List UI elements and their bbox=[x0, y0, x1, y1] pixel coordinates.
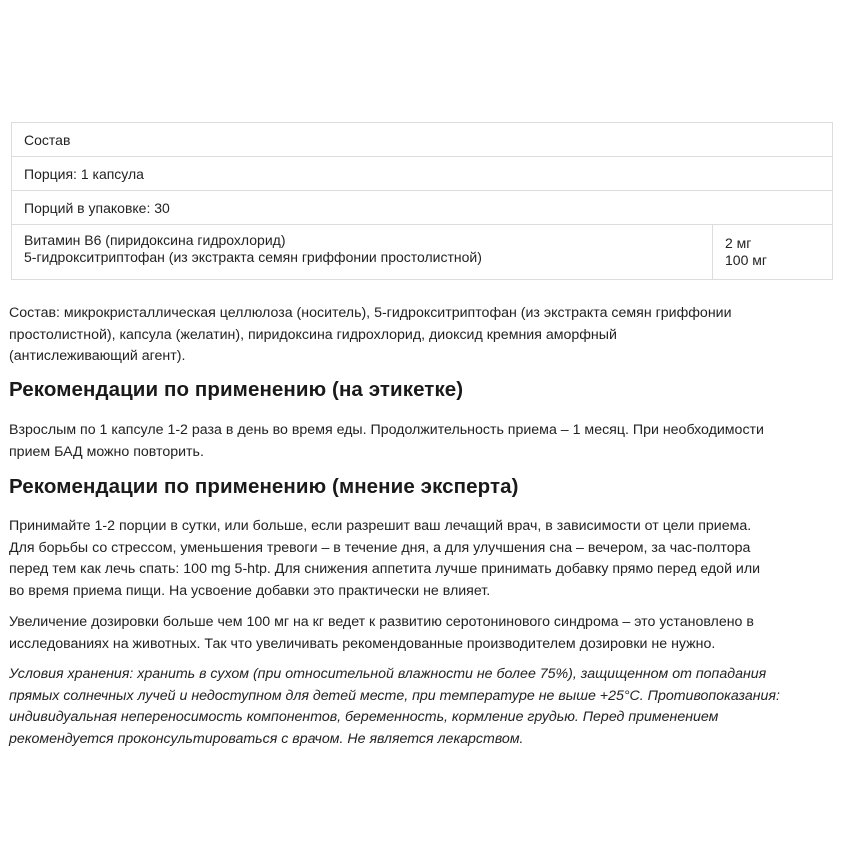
expert-recommendations-para2 bbox=[9, 612, 845, 655]
ingredient-name: 5-гидрокситриптофан (из экстракта семян гриффонии простолистной) bbox=[24, 249, 482, 265]
serving-size: Порция: 1 капсула bbox=[24, 166, 144, 182]
ingredients-row bbox=[12, 225, 832, 279]
servings-per-container-row bbox=[12, 191, 832, 225]
composition-text bbox=[9, 303, 845, 368]
label-recommendations-text bbox=[9, 420, 845, 463]
ingredient-amount: 100 мг bbox=[725, 252, 767, 268]
expert-recommendations-para1 bbox=[9, 516, 845, 602]
storage-conditions-text bbox=[9, 664, 845, 750]
expert-line: во время приема пищи. На усвоение добавки это практически не влияет. bbox=[9, 582, 491, 599]
label-recommendations-heading: Рекомендации по применению (на этикетке) bbox=[9, 378, 464, 401]
facts-title-row bbox=[12, 123, 832, 157]
expert-line: перед тем как лечь спать: 100 mg 5-htp. Для снижения аппетита лучше принимать добавку прямо перед едой или bbox=[9, 561, 761, 577]
ingredient-name: Витамин B6 (пиридоксина гидрохлорид) bbox=[24, 232, 286, 248]
ingredient-amounts-cell bbox=[713, 228, 832, 276]
ingredient-amount: 2 мг bbox=[725, 235, 752, 251]
facts-title: Состав bbox=[24, 132, 71, 148]
composition-line: (антислеживающий агент). bbox=[9, 348, 186, 364]
expert-recommendations-heading: Рекомендации по применению (мнение эксперта) bbox=[9, 475, 519, 498]
serving-size-row bbox=[12, 157, 832, 191]
storage-line: индивидуальная непереносимость компонентов, беременность, кормление грудью. Перед применением bbox=[9, 709, 719, 725]
expert-line: Принимайте 1-2 порции в сутки, или больше, если разрешит ваш лечащий врач, в зависимости от цели приема. bbox=[9, 518, 752, 534]
label-recommendations-line: Взрослым по 1 капсуле 1-2 раза в день во время еды. Продолжительность приема – 1 месяц. При необходимости bbox=[9, 422, 764, 438]
storage-line: прямых солнечных лучей и недоступном для детей месте, при температуре не выше +25°С. Противопоказания: bbox=[9, 687, 780, 704]
storage-line: Условия хранения: хранить в сухом (при относительной влажности не более 75%), защищенном от попадания bbox=[9, 666, 767, 682]
expert-line: исследованиях на животных. Так что увеличивать рекомендованные производителем дозировки не нужно. bbox=[9, 635, 716, 652]
expert-line: Для борьбы со стрессом, уменьшения тревоги – в течение дня, а для улучшения сна – вечером, за час-полтора bbox=[9, 539, 751, 556]
composition-line: Состав: микрокристаллическая целлюлоза (носитель), 5-гидрокситриптофан (из экстракта семян гриффонии bbox=[9, 305, 732, 321]
ingredient-names-cell bbox=[12, 225, 713, 279]
servings-per-container: Порций в упаковке: 30 bbox=[24, 200, 170, 216]
label-recommendations-line: прием БАД можно повторить. bbox=[9, 443, 204, 460]
storage-line: рекомендуется проконсультироваться с врачом. Не является лекарством. bbox=[9, 730, 524, 747]
supplement-facts-table bbox=[11, 122, 833, 280]
expert-line: Увеличение дозировки больше чем 100 мг на кг ведет к развитию серотонинового синдрома – это установлено в bbox=[9, 614, 754, 630]
composition-line: простолистной), капсула (желатин), пиридоксина гидрохлорид, диоксид кремния аморфный bbox=[9, 326, 617, 343]
